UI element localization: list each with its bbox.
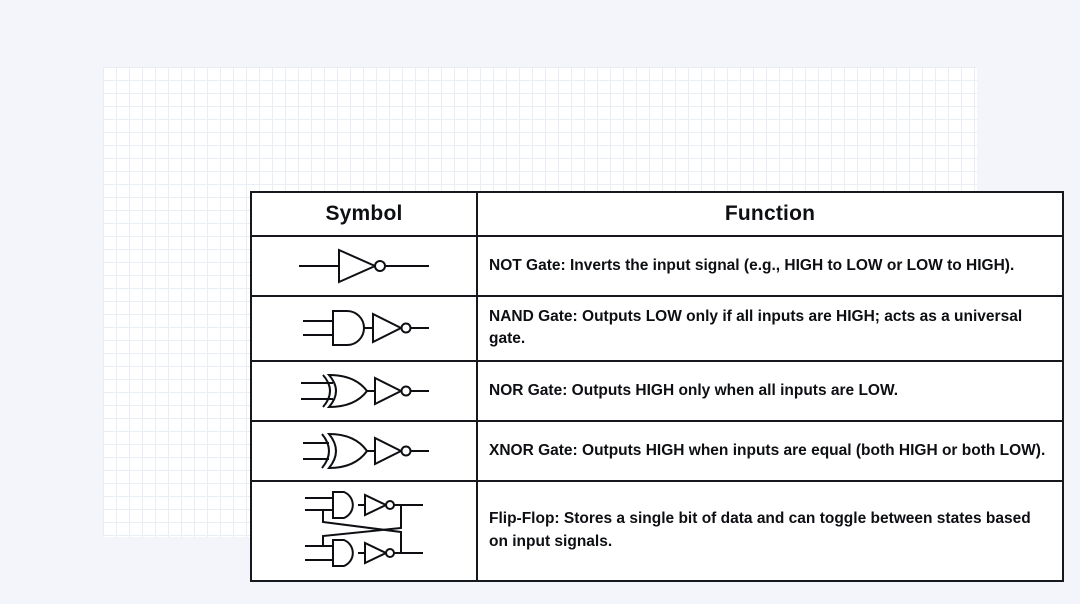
logic-symbols-table [250, 191, 1046, 550]
function-cell-flipflop: Flip-Flop: Stores a single bit of data and can toggle between states based on input signals. [477, 481, 1063, 581]
table-row [251, 481, 1063, 581]
table-row [251, 236, 1063, 296]
function-cell-not: NOT Gate: Inverts the input signal (e.g., HIGH to LOW or LOW to HIGH). [477, 236, 1063, 296]
symbol-cell-flipflop [251, 481, 477, 581]
symbol-cell-not [251, 236, 477, 296]
symbol-cell-nand [251, 296, 477, 361]
table-row [251, 361, 1063, 421]
table-row [251, 296, 1063, 361]
function-cell-xnor: XNOR Gate: Outputs HIGH when inputs are equal (both HIGH or both LOW). [477, 421, 1063, 481]
nand-gate-icon [289, 305, 439, 351]
column-header-function: Function [477, 192, 1063, 236]
not-gate-icon [289, 244, 439, 288]
symbol-cell-nor [251, 361, 477, 421]
table-row [251, 421, 1063, 481]
function-cell-nor: NOR Gate: Outputs HIGH only when all inputs are LOW. [477, 361, 1063, 421]
table [250, 191, 1064, 582]
flip-flop-icon [289, 488, 439, 574]
function-cell-nand: NAND Gate: Outputs LOW only if all inputs are HIGH; acts as a universal gate. [477, 296, 1063, 361]
column-header-symbol: Symbol [251, 192, 477, 236]
xnor-gate-icon [289, 428, 439, 474]
nor-gate-icon [289, 370, 439, 412]
graph-paper-sheet [103, 67, 1046, 550]
symbol-cell-xnor [251, 421, 477, 481]
table-header-row [251, 192, 1063, 236]
